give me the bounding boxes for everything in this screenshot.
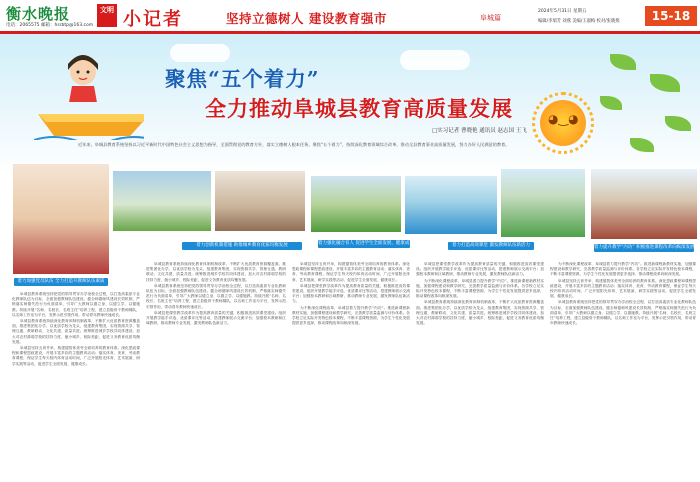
body-paragraph: 阜城县把课堂教学改革作为提高教育质量的关键，积极推进高效课堂建设。组织开展教学能手评选、优质课评比等活动，搭建教师展示交流平台；加强校本教研和区域教研，推动教师专业发展，激发教师队伍新活力。 [416, 262, 544, 277]
cloud-decoration [400, 50, 470, 70]
photo-caption: 着力提升教学“内功” 积极推进课程改革向纵深发展 [594, 245, 695, 250]
dateline: 2024年5月31日 星期五 [538, 9, 587, 14]
body-column-4 [416, 262, 544, 478]
leaf-decoration [650, 74, 680, 92]
body-paragraph: 阜城县坚持五育并举，构建德智体美劳全面培养的教育体系。深化思政课程和课程思政建设，开展丰富多彩的主题教育活动；落实体育、美育、劳动教育课程，保证学生每天校内体育活动时间，广泛开展阳光体育、艺术展演、研学实践等活动，促进学生全面发展、健康成长。 [12, 346, 140, 366]
cloud-decoration [170, 44, 230, 62]
photo-performance [404, 175, 498, 235]
body-paragraph: 阜城县坚持五育并举，构建德智体美劳全面培养的教育体系。深化思政课程和课程思政建设，开展丰富多彩的主题教育活动；落实体育、美育、劳动教育课程，保证学生每天校内体育活动时间，广泛开展阳光体育、艺术展演、研学实践等活动，促进学生全面发展、健康成长。 [550, 278, 696, 299]
article-title-line1: 聚焦“五个着力” [165, 67, 320, 91]
photo-teaching-session [590, 168, 698, 240]
body-paragraph: 为不断深化课程改革，阜城县着力提升教学“内功”。推进新课程新教材实施，加强课程建设和教学研究，完善教学质量监测与评价体系。各学校立足实际开发特色校本课程，不断丰富课程资源，为学生个性化发展提供更多选择，推动课程改革向纵深发展。 [292, 305, 410, 326]
photo-sports-ground [112, 170, 212, 232]
photo-students-classroom [12, 163, 110, 275]
leaf-decoration [600, 96, 622, 110]
body-paragraph: 阜城县教育系统坚持把党的领导贯穿办学治校全过程，以打造高素质专业化教师队伍为目标，全面加强教师队伍建设。健全师德师风建设长效机制，严格落实师德失范行为负面清单，引导广大教师以德立身、以德立学、以德施教。持续开展“名师、名校长、名班主任”培养工程，建立县级骨干教师梯队，以名师工作室为平台，发挥示范引领作用，带动青年教师快速成长。 [146, 283, 286, 309]
photo-outdoor-drill [310, 175, 402, 233]
body-paragraph: 为不断深化课程改革，阜城县着力提升教学“内功”。推进新课程新教材实施，加强课程建设和教学研究，完善教学质量监测与评价体系。各学校立足实际开发特色校本课程，不断丰富课程资源，为学生个性化发展提供更多选择，推动课程改革向纵深发展。 [550, 262, 696, 277]
body-paragraph: 阜城县教育系统持续深化教育体制机制改革，不断扩大优质教育资源覆盖面。推进集团化办学，以优质学校为龙头，组建教育集团，实现资源共享、管理互通、教研联动、文化共建、质量共进。统筹推进城乡学校共同体建设，加大对农村薄弱学校的扶持力度，缩小城乡、校际差距，促进义务教育优质均衡发展。 [146, 262, 286, 282]
body-paragraph: 阜城县把课堂教学改革作为提高教育质量的关键，积极推进高效课堂建设。组织开展教学能手评选、优质课评比等活动，搭建教师展示交流平台；加强校本教研和区域教研，推动教师专业发展，激发教师队伍新活力。 [292, 283, 410, 304]
page-number: 15-18 [645, 6, 697, 26]
body-paragraph: 阜城县把课堂教学改革作为提高教育质量的关键，积极推进高效课堂建设。组织开展教学能手评选、优质课评比等活动，搭建教师展示交流平台；加强校本教研和区域教研，推动教师专业发展，激发教师队伍新活力。 [146, 310, 286, 326]
slogan: 坚持立德树人 建设教育强市 [226, 11, 387, 26]
body-column-2 [146, 262, 286, 478]
edition-label: 阜城篇 [480, 14, 501, 22]
article-title-line2: 全力推动阜城县教育高质量发展 [205, 96, 513, 121]
body-column-5 [550, 262, 696, 478]
body-paragraph: 阜城县教育系统持续深化教育体制机制改革，不断扩大优质教育资源覆盖面。推进集团化办学，以优质学校为龙头，组建教育集团，实现资源共享、管理互通、教研联动、文化共建、质量共进。统筹推进城乡学校共同体建设，加大对农村薄弱学校的扶持力度，缩小城乡、校际差距，促进义务教育优质均衡发展。 [12, 319, 140, 344]
paper-contact: 电话：2065575 邮箱：hsrbtp@163.com [6, 23, 94, 28]
photo-caption: 着力加强党员队伍 全力打造升教师队伍素质 [14, 278, 108, 286]
photo-caption: 着力强化融合育人 促进学生全面发展、健康成长 [318, 241, 414, 246]
photo-class-activity [214, 170, 306, 232]
paper-boat-illustration [34, 100, 144, 140]
body-paragraph: 阜城县教育系统坚持把党的领导贯穿办学治校全过程，以打造高素质专业化教师队伍为目标，全面加强教师队伍建设。健全师德师风建设长效机制，严格落实师德失范行为负面清单，引导广大教师以德立身、以德立学、以德施教。持续开展“名师、名校长、名班主任”培养工程，建立县级骨干教师梯队，以名师工作室为平台，发挥示范引领作用，带动青年教师快速成长。 [12, 292, 140, 317]
smiley-icon: ◕‿◕ [548, 112, 579, 126]
paper-name: 衡水晚报 [6, 5, 71, 23]
section-name: 小记者 [123, 9, 183, 30]
leaf-decoration [610, 54, 636, 70]
photo-caption: 着力创新机制措施 助推城乡教育优质均衡发展 [182, 242, 302, 250]
body-paragraph: 阜城县坚持五育并举，构建德智体美劳全面培养的教育体系。深化思政课程和课程思政建设，开展丰富多彩的主题教育活动；落实体育、美育、劳动教育课程，保证学生每天校内体育活动时间，广泛开展阳光体育、艺术展演、研学实践等活动，促进学生全面发展、健康成长。 [292, 262, 410, 282]
article-byline: □实习记者 曹晓艳 通讯员 赵志国 王飞 [432, 128, 527, 134]
leaf-decoration [630, 138, 654, 152]
photo-caption: 着力打造高效课堂 激发教师队伍新活力 [448, 242, 534, 250]
body-paragraph: 为不断深化课程改革，阜城县着力提升教学“内功”。推进新课程新教材实施，加强课程建设和教学研究，完善教学质量监测与评价体系。各学校立足实际开发特色校本课程，不断丰富课程资源，为学生个性化发展提供更多选择，推动课程改革向纵深发展。 [416, 278, 544, 299]
article-lead: 近年来，阜城县教育系统坚持以习近平新时代中国特色社会主义思想为指导，全面贯彻党的教育方针，落实立德树人根本任务，聚焦“五个着力”，持续深化教育领域综合改革，推动全县教育事业高质量发展，努力办好人民满意的教育。 [78, 142, 510, 147]
body-paragraph: 阜城县教育系统坚持把党的领导贯穿办学治校全过程，以打造高素质专业化教师队伍为目标，全面加强教师队伍建设。健全师德师风建设长效机制，严格落实师德失范行为负面清单，引导广大教师以德立身、以德立学、以德施教。持续开展“名师、名校长、名班主任”培养工程，建立县级骨干教师梯队，以名师工作室为平台，发挥示范引领作用，带动青年教师快速成长。 [550, 300, 696, 326]
body-column-1 [12, 292, 140, 478]
leaf-decoration [665, 116, 691, 131]
section-box: 文明 [97, 4, 117, 27]
body-paragraph: 阜城县教育系统持续深化教育体制机制改革，不断扩大优质教育资源覆盖面。推进集团化办学，以优质学校为龙头，组建教育集团，实现资源共享、管理互通、教研联动、文化共建、质量共进。统筹推进城乡学校共同体建设，加大对农村薄弱学校的扶持力度，缩小城乡、校际差距，促进义务教育优质均衡发展。 [416, 300, 544, 326]
photo-campus-field [500, 168, 586, 238]
child-illustration [52, 50, 108, 102]
body-column-3 [292, 262, 410, 478]
editors-line: 编辑/李瑞芳 刘燕 美编/王淑梅 校对/张晓燕 [538, 19, 620, 24]
